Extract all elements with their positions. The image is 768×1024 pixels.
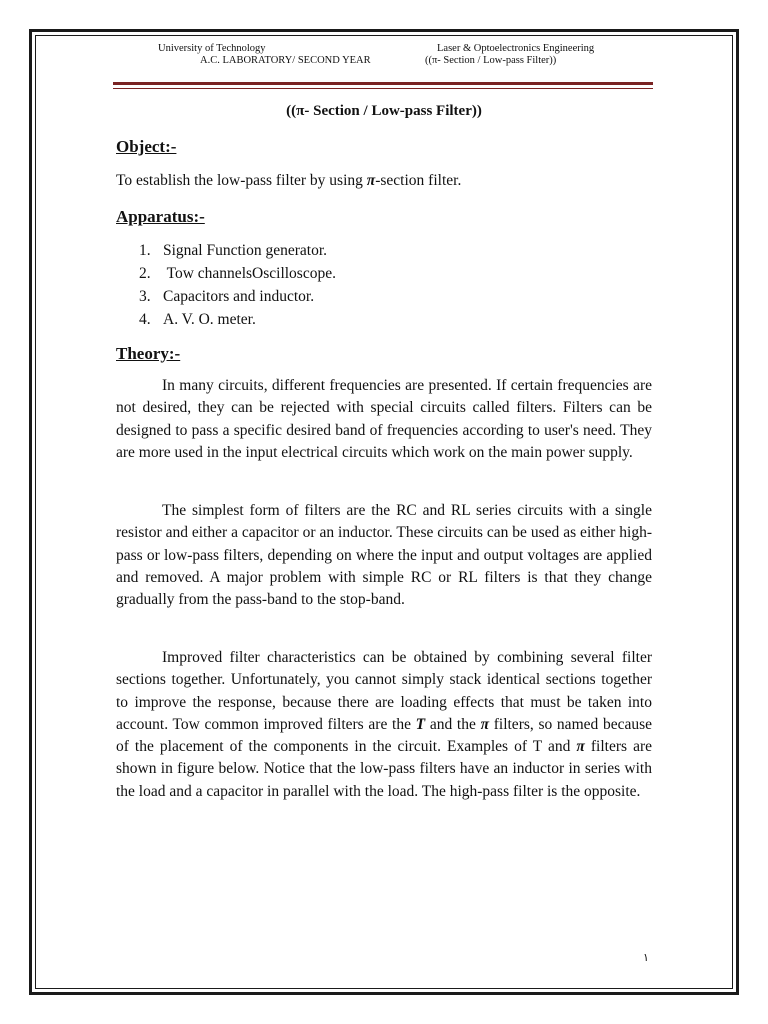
theory-paragraph-3: Improved filter characteristics can be obtained by combining several filter sections together. Unfortunately, you cannot simply stack identical sections together to improve the response, because there are loading effects that must be taken into account. Tow common improved filters are the T and the π filters, so named because of the placement of the components in the circuit. Examples of T and π filters are shown in figure below. Notice that the low-pass filters have an inductor in series with the load and a capacitor in parallel with the load. The high-pass filter is the opposite.	[116, 649, 653, 800]
header-lab: A.C. LABORATORY/ SECOND YEAR	[200, 55, 371, 66]
pi-symbol: π	[576, 738, 585, 756]
list-item: 1. Signal Function generator.	[139, 242, 328, 259]
theory-paragraph-1: In many circuits, different frequencies are presented. If certain frequencies are not desired, they can be rejected with special circuits called filters. Filters can be designed to pass a specific desired band of frequencies according to user's need. They are more used in the input electrical circuits which work on the main power supply.	[116, 377, 652, 461]
t-symbol: T	[415, 715, 426, 733]
pi-symbol: π	[366, 172, 376, 189]
list-item: 2. Tow channelsOscilloscope.	[139, 265, 336, 282]
header-rule-thin	[113, 88, 653, 89]
pi-symbol: π	[480, 715, 490, 733]
object-heading: Object:-	[116, 137, 177, 156]
list-item: 4. A. V. O. meter.	[139, 311, 256, 328]
theory-paragraph-2: The simplest form of filters are the RC and RL series circuits with a single resistor and either a capacitor or an inductor. These circuits can be used as either high-pass or low-pass filters, depending on where the input and output voltages are applied and removed. A major problem with simple RC or RL filters is that they change gradually from the pass-band to the stop-band.	[116, 502, 652, 609]
page-number: ١	[643, 952, 649, 964]
page-title: ((π- Section / Low-pass Filter))	[286, 103, 482, 119]
header-rule-thick	[113, 82, 653, 85]
apparatus-heading: Apparatus:-	[116, 207, 205, 226]
header-department: Laser & Optoelectronics Engineering	[437, 43, 595, 54]
theory-heading: Theory:-	[116, 344, 181, 363]
list-item: 3. Capacitors and inductor.	[139, 288, 315, 305]
header-university: University of Technology	[158, 43, 266, 54]
header-experiment: ((π- Section / Low-pass Filter))	[425, 55, 557, 66]
object-text: To establish the low-pass filter by using π-section filter.	[116, 172, 462, 189]
